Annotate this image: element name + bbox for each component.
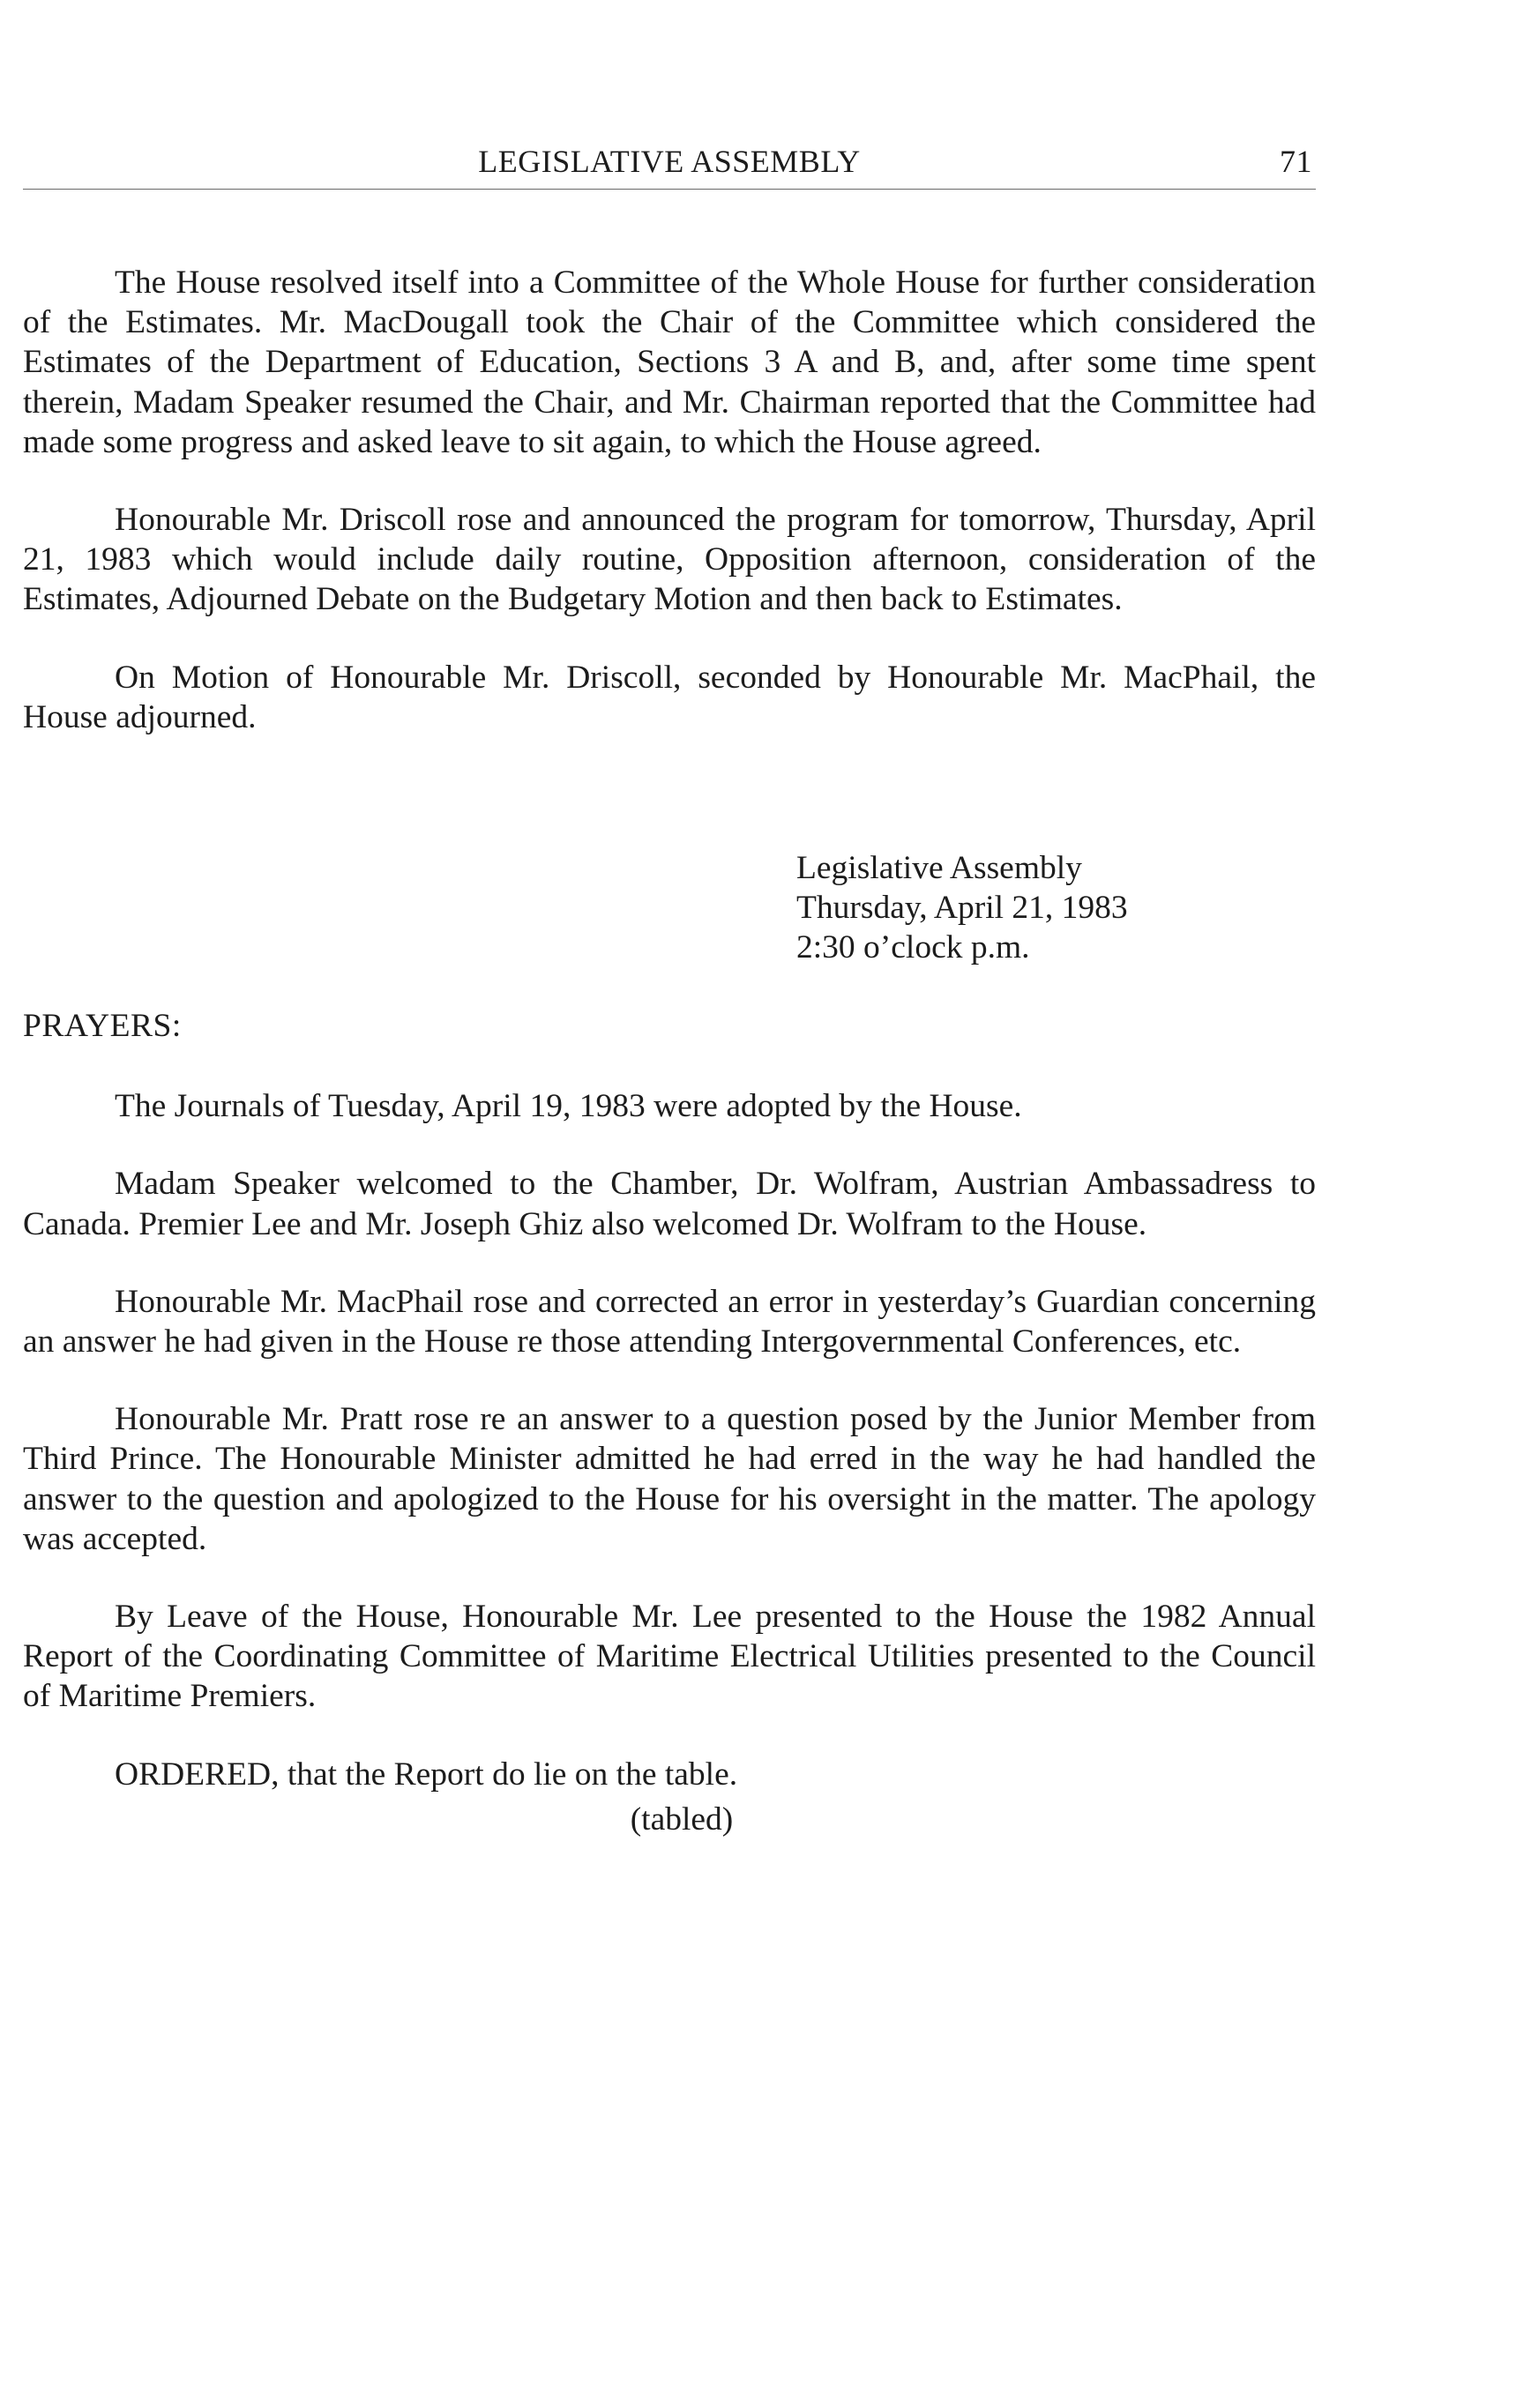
page-number: 71 bbox=[1280, 144, 1312, 179]
paragraph-correction: Honourable Mr. MacPhail rose and corrected an error in yesterday’s Guardian concerning an answer he had given in the House re those attending Intergovernmental Conferences, etc. bbox=[23, 1283, 1316, 1361]
session-dateline bbox=[796, 848, 1316, 967]
dateline-body: Legislative Assembly bbox=[796, 850, 1082, 887]
tabled-note: (tabled) bbox=[630, 1800, 734, 1838]
paragraph-adjournment: On Motion of Honourable Mr. Driscoll, seconded by Honourable Mr. MacPhail, the House adjourned. bbox=[23, 659, 1316, 735]
paragraph-committee-report: The House resolved itself into a Committee of the Whole House for further consideration of the Estimates. Mr. MacDougall took the Chair of the Committee which considered the Estimates of the Department of Education, Sections 3 A and B, and, after some time spent therein, Madam Speaker resumed the Chair, and Mr. Chairman reported that the Committee had made some progress and asked leave to sit again, to which the House agreed. bbox=[23, 265, 1316, 460]
paragraph-welcome: Madam Speaker welcomed to the Chamber, Dr. Wolfram, Austrian Ambassadress to Canada. Premier Lee and Mr. Joseph Ghiz also welcomed Dr. Wolfram to the House. bbox=[23, 1166, 1316, 1242]
paragraph-report-presented: By Leave of the House, Honourable Mr. Lee presented to the House the 1982 Annual Report of the Coordinating Committee of Maritime Electrical Utilities presented to the Council of Maritime Premiers. bbox=[23, 1599, 1316, 1715]
paragraph-apology: Honourable Mr. Pratt rose re an answer to a question posed by the Junior Member from Third Prince. The Honourable Minister admitted he had erred in the way he had handled the answer to the question and apologized to the House for his oversight in the matter. The apology was accepted. bbox=[23, 1401, 1316, 1557]
ordered-statement: ORDERED, that the Report do lie on the table. bbox=[115, 1756, 738, 1793]
dateline-time: 2:30 o’clock p.m. bbox=[796, 929, 1030, 966]
paragraph-journals-adopted: The Journals of Tuesday, April 19, 1983 were adopted by the House. bbox=[115, 1088, 1022, 1125]
running-head bbox=[23, 143, 1316, 190]
prayers-heading: PRAYERS: bbox=[23, 1008, 182, 1045]
running-title: LEGISLATIVE ASSEMBLY bbox=[478, 144, 861, 179]
body-text bbox=[23, 263, 1316, 1839]
dateline-date: Thursday, April 21, 1983 bbox=[796, 890, 1128, 927]
paragraph-program-announcement: Honourable Mr. Driscoll rose and announced the program for tomorrow, Thursday, April 21, 1983 which would include daily routine, Opposition afternoon, consideration of the Estimates, Adjourned Debate on the Budgetary Motion and then back to Estimates. bbox=[23, 502, 1316, 618]
